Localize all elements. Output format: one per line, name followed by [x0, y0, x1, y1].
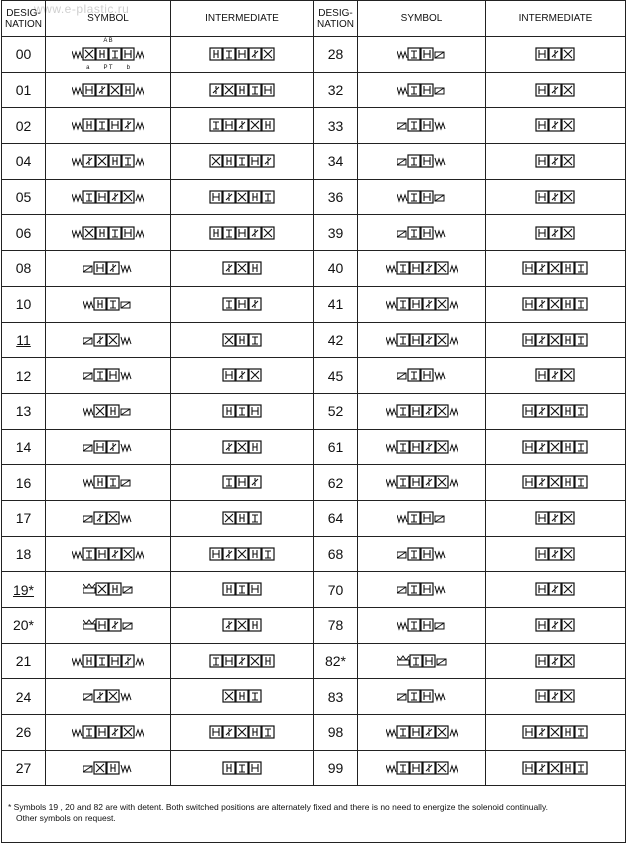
intermediate-symbol-icon	[209, 82, 276, 98]
designation-right	[314, 715, 358, 751]
designation-left	[2, 429, 46, 465]
valve-symbol-icon	[72, 153, 144, 169]
intermediate-right	[486, 643, 626, 679]
intermediate-right	[486, 108, 626, 144]
intermediate-symbol-icon	[222, 688, 263, 704]
designation-code: 13	[15, 403, 32, 420]
valve-symbol-icon	[397, 510, 447, 526]
intermediate-left	[171, 608, 314, 644]
watermark: www.e-plastic.ru	[34, 2, 130, 16]
valve-symbol-icon	[83, 260, 133, 276]
table-row	[2, 37, 626, 73]
valve-symbol-icon	[386, 260, 458, 276]
designation-code: 20*	[12, 617, 35, 634]
designation-left	[2, 608, 46, 644]
designation-right	[314, 179, 358, 215]
valve-symbol-icon	[386, 403, 458, 419]
symbol-right	[358, 251, 486, 287]
symbol-left	[46, 251, 171, 287]
symbol-left	[46, 572, 171, 608]
intermediate-right	[486, 500, 626, 536]
intermediate-symbol-icon	[222, 439, 263, 455]
designation-right	[314, 251, 358, 287]
intermediate-symbol-icon	[535, 653, 576, 669]
symbol-left	[46, 679, 171, 715]
symbol-right	[358, 108, 486, 144]
designation-left	[2, 215, 46, 251]
designation-left	[2, 465, 46, 501]
footnote-row	[2, 786, 626, 843]
intermediate-left	[171, 358, 314, 394]
symbol-left	[46, 608, 171, 644]
intermediate-symbol-icon	[522, 474, 589, 490]
intermediate-symbol-icon	[222, 581, 263, 597]
valve-symbol-icon	[83, 581, 133, 597]
intermediate-left	[171, 750, 314, 786]
intermediate-symbol-icon	[209, 225, 276, 241]
table-row	[2, 715, 626, 751]
valve-symbol-icon	[72, 117, 144, 133]
valve-symbol-icon	[72, 46, 144, 62]
intermediate-right	[486, 286, 626, 322]
designation-right	[314, 286, 358, 322]
intermediate-left	[171, 429, 314, 465]
table-row	[2, 465, 626, 501]
ports-ab-label: A B	[103, 38, 113, 44]
table-row	[2, 358, 626, 394]
symbol-right	[358, 286, 486, 322]
intermediate-right	[486, 144, 626, 180]
intermediate-left	[171, 465, 314, 501]
intermediate-left	[171, 322, 314, 358]
designation-code: 16	[15, 474, 32, 491]
valve-symbol-icon	[397, 117, 447, 133]
valve-symbol-icon	[83, 688, 133, 704]
designation-code: 27	[15, 760, 32, 777]
symbol-right	[358, 393, 486, 429]
intermediate-symbol-icon	[535, 225, 576, 241]
designation-code: 33	[327, 117, 344, 134]
intermediate-symbol-icon	[522, 260, 589, 276]
intermediate-left	[171, 572, 314, 608]
intermediate-symbol-icon	[222, 260, 263, 276]
header-row	[2, 1, 626, 37]
intermediate-left	[171, 679, 314, 715]
intermediate-symbol-icon	[535, 153, 576, 169]
designation-right	[314, 322, 358, 358]
table-row	[2, 500, 626, 536]
intermediate-symbol-icon	[522, 403, 589, 419]
symbol-left	[46, 215, 171, 251]
table-row	[2, 286, 626, 322]
symbol-left	[46, 750, 171, 786]
header-intermediate-left: INTERMEDIATE	[171, 1, 314, 37]
intermediate-left	[171, 286, 314, 322]
designation-code: 11	[16, 331, 31, 348]
designation-left	[2, 144, 46, 180]
valve-symbol-icon	[72, 724, 144, 740]
symbol-right	[358, 715, 486, 751]
header-designation-right: DESIG- NATION	[314, 1, 358, 37]
intermediate-symbol-icon	[222, 617, 263, 633]
intermediate-symbol-icon	[535, 581, 576, 597]
intermediate-symbol-icon	[209, 117, 276, 133]
intermediate-left	[171, 37, 314, 73]
valve-symbol-icon	[397, 189, 447, 205]
valve-symbol-icon	[386, 760, 458, 776]
intermediate-symbol-icon	[209, 724, 276, 740]
header-symbol-right: SYMBOL	[358, 1, 486, 37]
designation-code: 17	[15, 510, 32, 527]
designation-left	[2, 679, 46, 715]
valve-symbol-icon	[72, 82, 144, 98]
designation-right	[314, 72, 358, 108]
valve-symbol-icon	[83, 439, 133, 455]
intermediate-left	[171, 108, 314, 144]
symbol-right	[358, 144, 486, 180]
table-row	[2, 179, 626, 215]
designation-right	[314, 144, 358, 180]
intermediate-right	[486, 322, 626, 358]
designation-code: 78	[327, 617, 344, 634]
valve-symbol-icon	[83, 367, 133, 383]
header-intermediate-right: INTERMEDIATE	[486, 1, 626, 37]
symbol-right	[358, 429, 486, 465]
intermediate-symbol-icon	[222, 760, 263, 776]
designation-right	[314, 393, 358, 429]
intermediate-symbol-icon	[535, 367, 576, 383]
ports-pt-label: P T	[103, 64, 113, 71]
intermediate-left	[171, 215, 314, 251]
valve-symbol-icon	[72, 653, 144, 669]
intermediate-left	[171, 715, 314, 751]
valve-symbol-icon	[83, 332, 133, 348]
designation-right	[314, 679, 358, 715]
symbol-right	[358, 608, 486, 644]
symbol-left	[46, 37, 171, 73]
intermediate-right	[486, 536, 626, 572]
intermediate-right	[486, 179, 626, 215]
symbol-right	[358, 750, 486, 786]
symbol-left	[46, 144, 171, 180]
designation-code: 82*	[324, 653, 347, 670]
symbol-left	[46, 358, 171, 394]
designation-left	[2, 500, 46, 536]
ports-bottom-labels	[46, 65, 170, 71]
designation-code: 36	[327, 189, 344, 206]
designation-right	[314, 358, 358, 394]
designation-code: 06	[15, 224, 32, 241]
designation-left	[2, 536, 46, 572]
designation-code: 24	[15, 688, 32, 705]
header-designation-left: DESIG- NATION	[2, 1, 46, 37]
table-row	[2, 679, 626, 715]
intermediate-symbol-icon	[535, 189, 576, 205]
symbol-right	[358, 679, 486, 715]
designation-code: 34	[327, 153, 344, 170]
designation-code: 64	[327, 510, 344, 527]
designation-code: 52	[327, 403, 344, 420]
designation-code: 21	[15, 653, 32, 670]
symbol-left	[46, 715, 171, 751]
symbol-left	[46, 393, 171, 429]
solenoid-b-label: b	[126, 64, 130, 71]
intermediate-symbol-icon	[522, 724, 589, 740]
table-row	[2, 536, 626, 572]
intermediate-symbol-icon	[522, 332, 589, 348]
symbol-right	[358, 572, 486, 608]
symbol-right	[358, 215, 486, 251]
designation-left	[2, 750, 46, 786]
valve-symbol-icon	[83, 403, 133, 419]
symbol-left	[46, 536, 171, 572]
intermediate-symbol-icon	[522, 760, 589, 776]
designation-left	[2, 358, 46, 394]
intermediate-symbol-icon	[535, 46, 576, 62]
intermediate-symbol-icon	[535, 82, 576, 98]
designation-right	[314, 215, 358, 251]
designation-right	[314, 608, 358, 644]
intermediate-symbol-icon	[535, 688, 576, 704]
intermediate-right	[486, 679, 626, 715]
designation-left	[2, 643, 46, 679]
designation-code: 39	[327, 224, 344, 241]
valve-symbol-icon	[397, 653, 447, 669]
valve-symbol-icon	[83, 760, 133, 776]
valve-symbol-icon	[83, 474, 133, 490]
footnote-detent: * Symbols 19 , 20 and 82 are with detent. Both switched positions are alternately fixed and there is no need to energize the solenoid continually.	[8, 802, 548, 813]
designation-right	[314, 108, 358, 144]
intermediate-right	[486, 251, 626, 287]
designation-code: 42	[327, 331, 344, 348]
intermediate-symbol-icon	[222, 332, 263, 348]
table-row	[2, 429, 626, 465]
valve-symbol-icon	[386, 474, 458, 490]
symbol-left	[46, 108, 171, 144]
intermediate-left	[171, 179, 314, 215]
valve-symbol-icon	[397, 546, 447, 562]
symbol-left	[46, 500, 171, 536]
table-row	[2, 72, 626, 108]
designation-left	[2, 322, 46, 358]
symbol-left	[46, 179, 171, 215]
designation-code: 32	[327, 82, 344, 99]
intermediate-left	[171, 144, 314, 180]
designation-code: 26	[15, 724, 32, 741]
intermediate-symbol-icon	[535, 546, 576, 562]
intermediate-symbol-icon	[222, 367, 263, 383]
intermediate-right	[486, 358, 626, 394]
intermediate-symbol-icon	[209, 46, 276, 62]
intermediate-right	[486, 750, 626, 786]
designation-right	[314, 536, 358, 572]
designation-right	[314, 37, 358, 73]
symbol-right	[358, 358, 486, 394]
intermediate-symbol-icon	[222, 474, 263, 490]
designation-left	[2, 37, 46, 73]
valve-symbol-icon	[386, 439, 458, 455]
designation-code: 19*	[12, 581, 35, 598]
table-row	[2, 215, 626, 251]
intermediate-symbol-icon	[209, 153, 276, 169]
designation-left	[2, 72, 46, 108]
intermediate-left	[171, 500, 314, 536]
designation-code: 41	[327, 296, 344, 313]
intermediate-right	[486, 393, 626, 429]
symbol-left	[46, 643, 171, 679]
designation-code: 28	[327, 46, 344, 63]
header-symbol-left: SYMBOL	[46, 1, 171, 37]
intermediate-right	[486, 72, 626, 108]
symbol-left	[46, 429, 171, 465]
designation-right	[314, 429, 358, 465]
designation-right	[314, 500, 358, 536]
footnote-other: Other symbols on request.	[16, 813, 116, 824]
designation-right	[314, 572, 358, 608]
solenoid-a-label: a	[86, 64, 90, 71]
intermediate-left	[171, 393, 314, 429]
designation-code: 98	[327, 724, 344, 741]
symbol-right	[358, 643, 486, 679]
footnote	[2, 786, 626, 843]
intermediate-right	[486, 715, 626, 751]
symbol-left	[46, 286, 171, 322]
table-row	[2, 572, 626, 608]
table-row	[2, 108, 626, 144]
symbol-left	[46, 322, 171, 358]
symbol-right	[358, 37, 486, 73]
designation-code: 99	[327, 760, 344, 777]
intermediate-symbol-icon	[222, 296, 263, 312]
table-row	[2, 643, 626, 679]
designation-left	[2, 572, 46, 608]
designation-left	[2, 393, 46, 429]
table-row	[2, 251, 626, 287]
valve-symbol-icon	[397, 82, 447, 98]
valve-symbol-icon	[397, 225, 447, 241]
intermediate-right	[486, 465, 626, 501]
designation-code: 18	[15, 545, 32, 562]
intermediate-symbol-icon	[522, 296, 589, 312]
intermediate-right	[486, 608, 626, 644]
intermediate-symbol-icon	[222, 403, 263, 419]
intermediate-left	[171, 643, 314, 679]
designation-code: 40	[327, 260, 344, 277]
designation-code: 01	[15, 82, 32, 99]
valve-symbol-icon	[72, 189, 144, 205]
designation-left	[2, 179, 46, 215]
designation-code: 14	[15, 438, 32, 455]
intermediate-symbol-icon	[535, 510, 576, 526]
designation-right	[314, 643, 358, 679]
valve-symbol-icon	[83, 617, 133, 633]
intermediate-right	[486, 37, 626, 73]
designation-code: 70	[327, 581, 344, 598]
designation-left	[2, 108, 46, 144]
designation-code: 12	[15, 367, 32, 384]
table-row	[2, 393, 626, 429]
table-row	[2, 322, 626, 358]
intermediate-right	[486, 215, 626, 251]
symbol-right	[358, 179, 486, 215]
intermediate-symbol-icon	[535, 117, 576, 133]
designation-code: 00	[15, 46, 32, 63]
intermediate-symbol-icon	[209, 189, 276, 205]
intermediate-symbol-icon	[522, 439, 589, 455]
designation-code: 04	[15, 153, 32, 170]
valve-symbol-icon	[386, 332, 458, 348]
designation-code: 68	[327, 545, 344, 562]
designation-code: 61	[327, 438, 344, 455]
symbol-left	[46, 72, 171, 108]
symbol-right	[358, 322, 486, 358]
designation-code: 83	[327, 688, 344, 705]
valve-symbol-icon	[72, 546, 144, 562]
symbol-left	[46, 465, 171, 501]
valve-symbol-icon	[397, 153, 447, 169]
intermediate-right	[486, 429, 626, 465]
intermediate-symbol-icon	[222, 510, 263, 526]
intermediate-left	[171, 251, 314, 287]
designation-right	[314, 465, 358, 501]
table-row	[2, 608, 626, 644]
designation-code: 10	[15, 296, 32, 313]
symbol-right	[358, 536, 486, 572]
intermediate-symbol-icon	[535, 617, 576, 633]
designation-left	[2, 286, 46, 322]
designation-left	[2, 715, 46, 751]
valve-symbol-icon	[397, 367, 447, 383]
designation-code: 62	[327, 474, 344, 491]
valve-symbol-icon	[83, 510, 133, 526]
symbol-table	[1, 0, 626, 843]
table-body	[2, 37, 626, 786]
intermediate-left	[171, 536, 314, 572]
symbol-right	[358, 465, 486, 501]
valve-symbol-icon	[397, 617, 447, 633]
designation-code: 45	[327, 367, 344, 384]
table-row	[2, 144, 626, 180]
valve-symbol-icon	[386, 296, 458, 312]
intermediate-symbol-icon	[209, 546, 276, 562]
intermediate-left	[171, 72, 314, 108]
symbol-right	[358, 500, 486, 536]
designation-code: 05	[15, 189, 32, 206]
symbol-right	[358, 72, 486, 108]
designation-right	[314, 750, 358, 786]
valve-symbol-icon	[397, 581, 447, 597]
table-row	[2, 750, 626, 786]
valve-symbol-icon	[83, 296, 133, 312]
valve-symbol-icon	[72, 225, 144, 241]
intermediate-right	[486, 572, 626, 608]
intermediate-symbol-icon	[209, 653, 276, 669]
designation-left	[2, 251, 46, 287]
designation-code: 02	[15, 117, 32, 134]
valve-symbol-icon	[386, 724, 458, 740]
valve-symbol-icon	[397, 46, 447, 62]
valve-symbol-icon	[397, 688, 447, 704]
designation-code: 08	[15, 260, 32, 277]
